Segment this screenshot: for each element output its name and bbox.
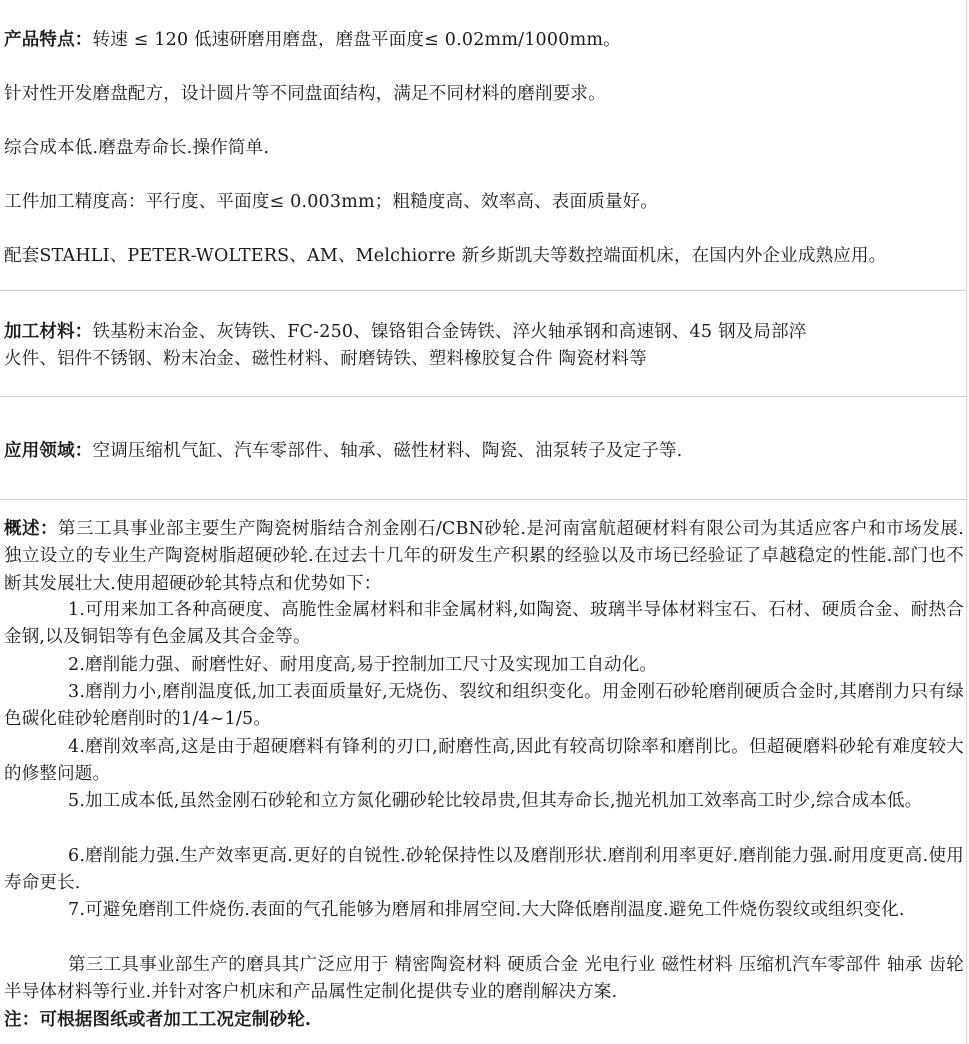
divider [0, 499, 966, 500]
application-line [4, 437, 682, 462]
features-speed-text: 转速 ≤ 120 低速研磨用磨盘，磨盘平面度≤ 0.02mm/1000mm。 [92, 30, 621, 50]
features-line-2: 针对性开发磨盘配方，设计圆片等不同盘面结构，满足不同材料的磨削要求。 [4, 84, 606, 104]
application-text: 空调压缩机气缸、汽车零部件、轴承、磁性材料、陶瓷、油泵转子及定子等. [92, 441, 683, 461]
overview-point-3: 3.磨削力小,磨削温度低,加工表面质量好,无烧伤、裂纹和组织变化。用金刚石砂轮磨削硬质合金时,其磨削力只有绿色碳化硅砂轮磨削时的1/4~1/5。 [4, 682, 964, 730]
application-label: 应用领域： [4, 441, 93, 461]
overview-intro [4, 516, 964, 598]
overview-closing: 第三工具事业部生产的磨具其广泛应用于 精密陶瓷材料 硬质合金 光电行业 磁性材料 压缩机汽车零部件 轴承 齿轮 半导体材料等行业.并针对客户机床和产品属性定制化提供专业的磨削解决方案. [4, 955, 964, 1003]
materials-label: 加工材料： [4, 322, 93, 342]
overview-point-2: 2.磨削能力强、耐磨性好、耐用度高,易于控制加工尺寸及实现加工自动化。 [68, 655, 658, 675]
divider [0, 290, 966, 291]
features-line-4: 工件加工精度高：平行度、平面度≤ 0.003mm；粗糙度高、效率高、表面质量好。 [4, 192, 659, 212]
materials-text-1: 铁基粉末冶金、灰铸铁、FC-250、镍铬钼合金铸铁、淬火轴承钢和高速钢、45 钢及局部淬 [92, 322, 807, 342]
overview-label: 概述： [4, 519, 58, 539]
features-line-5: 配套STAHLI、PETER-WOLTERS、AM、Melchiorre 新乡斯凯夫等数控端面机床，在国内外企业成熟应用。 [4, 246, 887, 266]
overview-point-5: 5.加工成本低,虽然金刚石砂轮和立方氮化硼砂轮比较昂贵,但其寿命长,抛光机加工效率高工时少,综合成本低。 [68, 791, 923, 811]
materials-line-2: 火件、铝件不锈钢、粉末冶金、磁性材料、耐磨铸铁、塑料橡胶复合件 陶瓷材料等 [4, 349, 647, 369]
features-line-1 [4, 26, 621, 51]
features-line-3: 综合成本低.磨盘寿命长.操作简单. [4, 138, 270, 158]
overview-point-4: 4.磨削效率高,这是由于超硬磨料有锋利的刃口,耐磨性高,因此有较高切除率和磨削比。但超硬磨料砂轮有难度较大的修整问题。 [4, 737, 964, 785]
overview-point-7: 7.可避免磨削工件烧伤.表面的气孔能够为磨屑和排屑空间.大大降低磨削温度.避免工件烧伤裂纹或组织变化. [68, 900, 905, 920]
features-label: 产品特点： [4, 30, 93, 50]
overview-point-1: 1.可用来加工各种高硬度、高脆性金属材料和非金属材料,如陶瓷、玻璃半导体材料宝石、石材、硬质合金、耐热合金钢,以及铜铝等有色金属及其合金等。 [4, 600, 964, 648]
materials-line-1 [4, 318, 806, 343]
overview-intro-text: 第三工具事业部主要生产陶瓷树脂结合剂金刚石/CBN砂轮.是河南富航超硬材料有限公司为其适应客户和市场发展.独立设立的专业生产陶瓷树脂超硬砂轮.在过去十几年的研发生产积累的经验以及市场已经验证了卓越稳定的性能.部门也不断其发展壮大.使用超硬砂轮其特点和优势如下： [4, 519, 964, 594]
divider [0, 396, 966, 397]
custom-note: 注：可根据图纸或者加工工况定制砂轮. [4, 1010, 312, 1030]
overview-point-6: 6.磨削能力强.生产效率更高.更好的自锐性.砂轮保持性以及磨削形状.磨削利用率更好.磨削能力强.耐用度更高.使用寿命更长. [4, 846, 964, 894]
